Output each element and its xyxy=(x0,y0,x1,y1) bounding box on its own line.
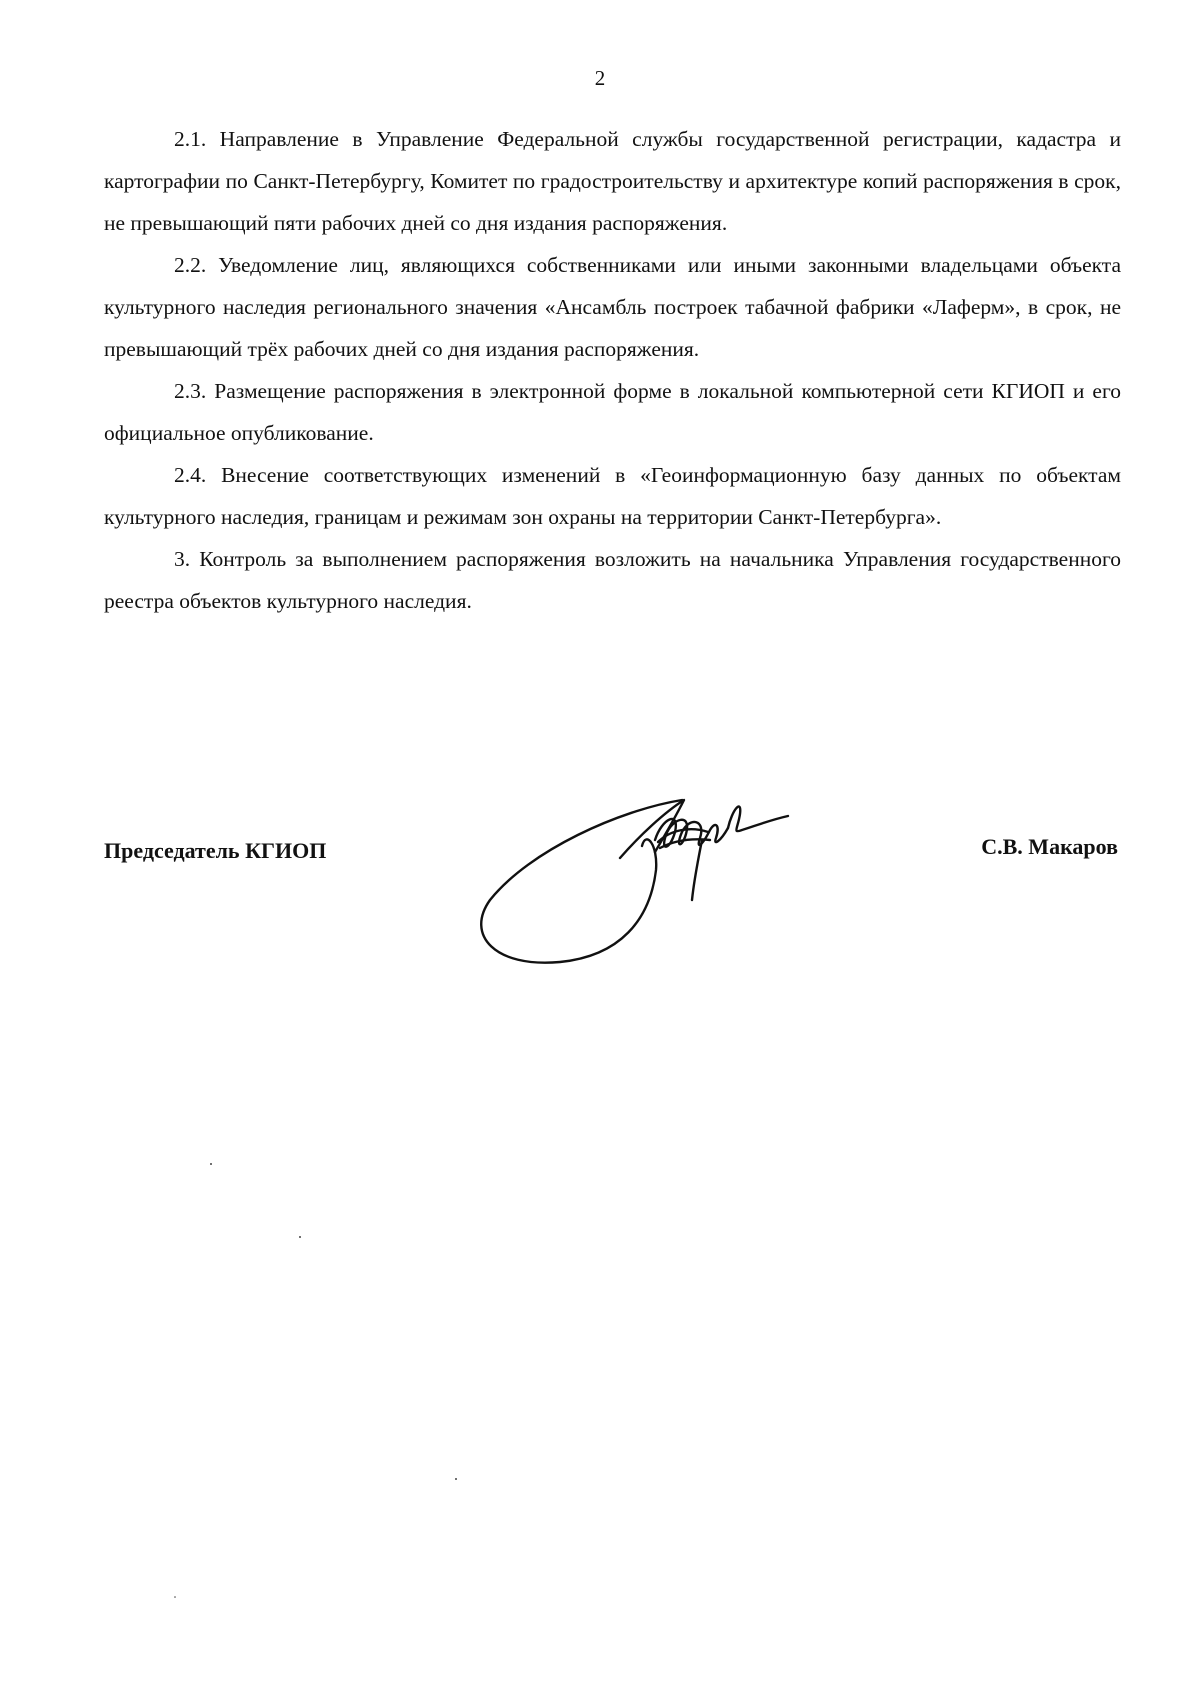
paragraph-3: 3. Контроль за выполнением распоряжения возложить на начальника Управления государственного реестра объектов культурного наследия. xyxy=(104,547,1121,613)
signatory-name: С.В. Макаров xyxy=(981,834,1118,859)
document-body xyxy=(104,118,1121,622)
paragraph-2-1: 2.1. Направление в Управление Федеральной службы государственной регистрации, кадастра и картографии по Санкт-Петербургу, Комитет по градостроительству и архитектуре копий распоряжения в срок, не превышающий пяти рабочих дней со дня издания распоряжения. xyxy=(104,127,1121,235)
paragraph-2-2: 2.2. Уведомление лиц, являющихся собственниками или иными законными владельцами объекта культурного наследия регионального значения «Ансамбль построек табачной фабрики «Лаферм», в срок, не превышающий трёх рабочих дней со дня издания распоряжения. xyxy=(104,253,1121,361)
handwritten-signature xyxy=(470,790,850,970)
signatory-title: Председатель КГИОП xyxy=(104,838,327,863)
paragraph-2-3: 2.3. Размещение распоряжения в электронной форме в локальной компьютерной сети КГИОП и его официальное опубликование. xyxy=(104,379,1121,445)
page-number: 2 xyxy=(594,66,606,90)
paragraph-2-4: 2.4. Внесение соответствующих изменений в «Геоинформационную базу данных по объектам культурного наследия, границам и режимам зон охраны на территории Санкт-Петербурга». xyxy=(104,463,1121,529)
